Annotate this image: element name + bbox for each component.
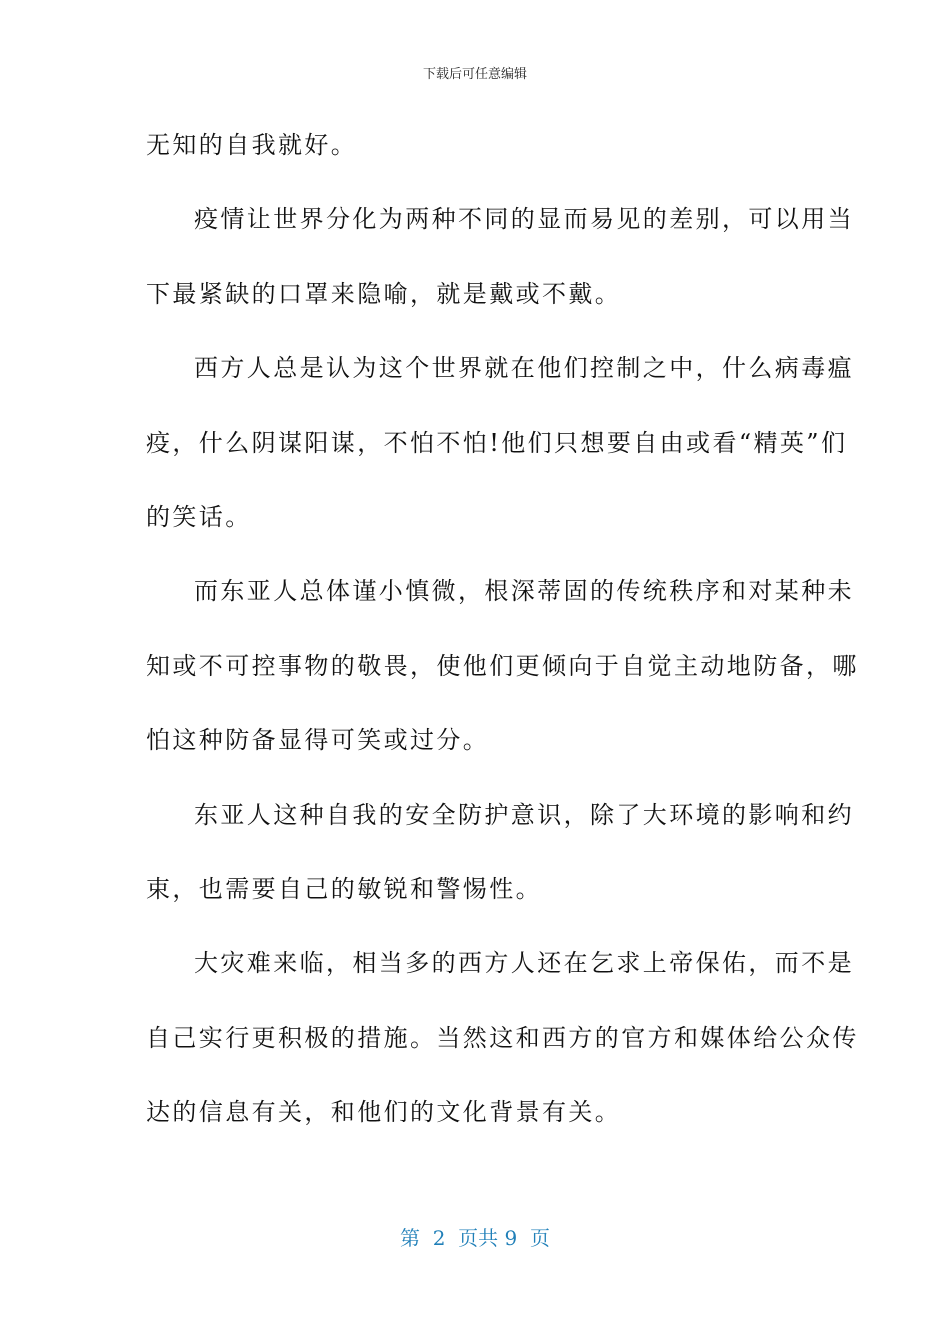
text-line: 无知的自我就好。 <box>146 131 358 159</box>
paragraph-start-line: 东亚人这种自我的安全防护意识，除了大环境的影响和约 <box>194 800 854 829</box>
text-line: 自己实行更积极的措施。当然这和西方的官方和媒体给公众传 <box>146 1023 859 1052</box>
text-line: 知或不可控事物的敬畏，使他们更倾向于自觉主动地防备，哪 <box>146 651 859 680</box>
text-line: 疫，什么阴谋阳谋，不怕不怕!他们只想要自由或看“精英”们 <box>146 428 848 457</box>
text-line: 达的信息有关，和他们的文化背景有关。 <box>146 1098 622 1127</box>
text-line: 的笑话。 <box>146 502 252 531</box>
text-line: 束，也需要自己的敏锐和警惕性。 <box>146 874 542 903</box>
paragraph-start-line: 西方人总是认为这个世界就在他们控制之中，什么病毒瘟 <box>194 354 854 383</box>
text-line: 怕这种防备显得可笑或过分。 <box>146 726 490 755</box>
document-body <box>146 125 859 1166</box>
paragraph-start-line: 大灾难来临，相当多的西方人还在乞求上帝保佑，而不是 <box>194 949 854 978</box>
paragraph-start-line: 疫情让世界分化为两种不同的显而易见的差别，可以用当 <box>194 205 854 234</box>
text-line: 下最紧缺的口罩来隐喻，就是戴或不戴。 <box>146 279 622 308</box>
page-header: 下载后可任意编辑 <box>422 67 527 82</box>
page-number-footer: 第 2 页共 9 页 <box>400 1226 550 1250</box>
paragraph-start-line: 而东亚人总体谨小慎微，根深蒂固的传统秩序和对某种未 <box>194 577 854 606</box>
